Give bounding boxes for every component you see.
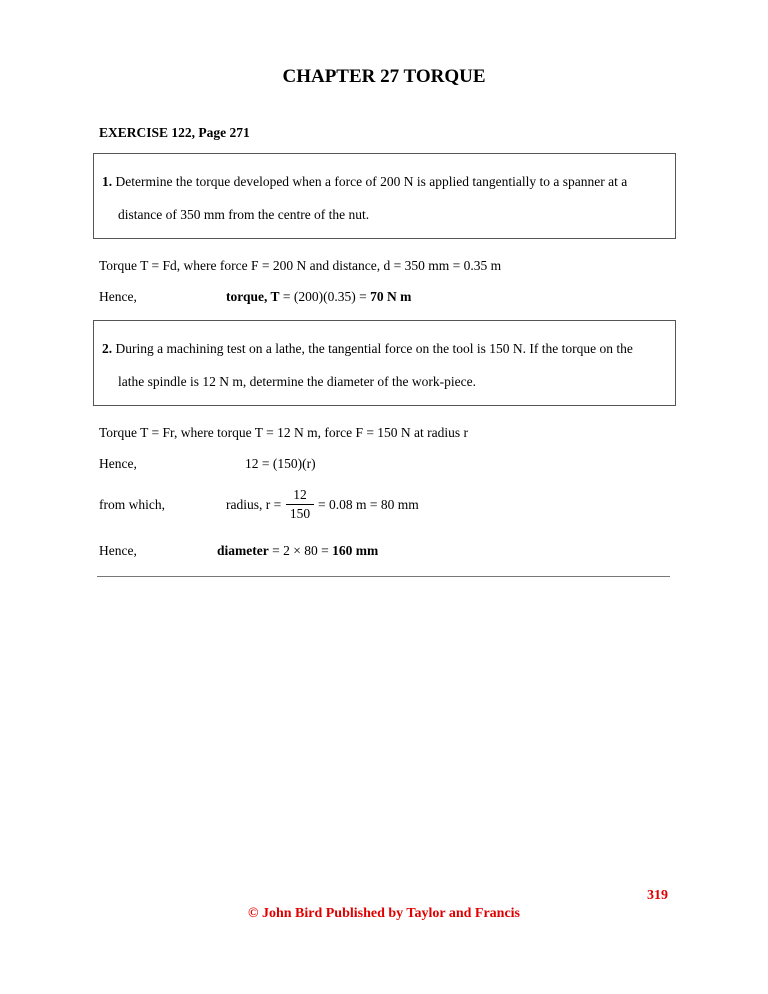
fraction-denominator: 150 [289,506,311,521]
exercise-heading: EXERCISE 122, Page 271 [99,125,250,140]
solution-2-line1: Torque T = Fr, where torque T = 12 N m, force F = 150 N at radius r [99,425,469,440]
problem-1-number: 1. [102,174,113,189]
page-number: 319 [647,888,668,903]
solution-2-equation: 12 = (150)(r) [245,456,316,471]
problem-2-number: 2. [102,341,113,356]
solution-2-diameter [217,543,378,559]
solution-1-result [226,289,411,305]
problem-2-question-line1 [102,341,633,357]
torque-label: torque, T [226,289,280,304]
problem-1-question-line1 [102,174,627,190]
diameter-label: diameter [217,543,269,558]
problem-2-box [93,320,676,406]
diameter-result: 160 mm [332,543,379,558]
section-divider [97,576,670,577]
diameter-calc: = 2 × 80 = [268,543,333,558]
solution-2-hence: Hence, [99,456,137,471]
solution-1-line1: Torque T = Fd, where force F = 200 N and distance, d = 350 mm = 0.35 m [99,258,502,273]
copyright-footer: © John Bird Published by Taylor and Francis [247,906,520,921]
fraction-numerator: 12 [293,487,307,502]
torque-result: 70 N m [370,289,412,304]
solution-1-hence: Hence, [99,289,137,304]
problem-1-text: Determine the torque developed when a force of 200 N is applied tangentially to a spanner at a [115,174,628,189]
problem-1-question-line2: distance of 350 mm from the centre of the nut. [118,207,370,222]
radius-fraction [286,487,314,522]
radius-rhs: = 0.08 m = 80 mm [318,497,419,512]
solution-2-hence2: Hence, [99,543,137,558]
solution-2-from-which: from which, [99,497,165,512]
fraction-bar [286,504,314,505]
chapter-title: CHAPTER 27 TORQUE [282,66,486,87]
problem-2-question-line2: lathe spindle is 12 N m, determine the diameter of the work-piece. [118,374,477,389]
problem-1-box [93,153,676,239]
torque-calc: = (200)(0.35) = [279,289,371,304]
radius-lhs: radius, r = [226,497,282,512]
problem-2-text: During a machining test on a lathe, the tangential force on the tool is 150 N. If the torque on the [115,341,633,356]
